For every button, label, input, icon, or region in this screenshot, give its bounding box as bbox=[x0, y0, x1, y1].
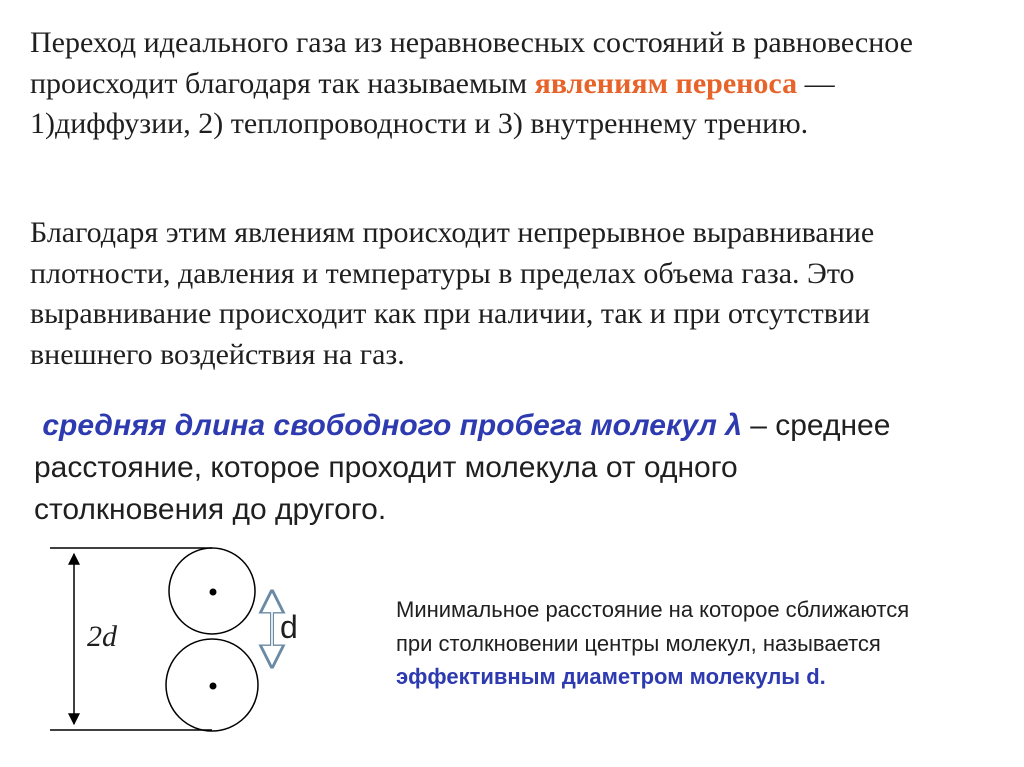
effective-diameter-term: эффективным диаметром молекулы d. bbox=[396, 664, 826, 689]
definition-dash: – bbox=[741, 409, 776, 442]
paragraph-transport-phenomena bbox=[30, 23, 990, 145]
molecule-top-center bbox=[210, 589, 217, 596]
definition-text: среднее расстояние, которое проходит молекула от одного столкновения до другого. bbox=[34, 409, 891, 526]
d-label: d bbox=[280, 609, 298, 645]
two-d-label: 2d bbox=[87, 620, 117, 653]
mean-free-path-term: средняя длина свободного пробега молекул λ bbox=[42, 409, 742, 442]
paragraph1-text-start: Переход идеального газа из неравновесных состояний в равновесное происходит благодаря так называемым bbox=[30, 26, 913, 100]
note-text: Минимальное расстояние на которое сближаются при столкновении центры молекул, называется bbox=[396, 597, 910, 656]
molecule-collision-diagram bbox=[40, 540, 330, 760]
molecule-bottom-center bbox=[210, 683, 217, 690]
paragraph-equalization bbox=[30, 213, 990, 375]
collision-diagram-svg bbox=[40, 540, 330, 760]
transport-phenomena-term: явлениям переноса bbox=[534, 66, 798, 100]
paragraph2-text: Благодаря этим явлениям происходит непрерывное выравнивание плотности, давления и температуры в пределах объема газа. Это выравнивание происходит как при наличии, так и при отсутствии внешнего воздействия на газ. bbox=[30, 216, 875, 371]
paragraph1-text-end: — 1)диффузии, 2) теплопроводности и 3) внутреннему трению. bbox=[30, 66, 835, 140]
mean-free-path-definition bbox=[34, 405, 934, 531]
effective-diameter-note bbox=[396, 593, 936, 694]
